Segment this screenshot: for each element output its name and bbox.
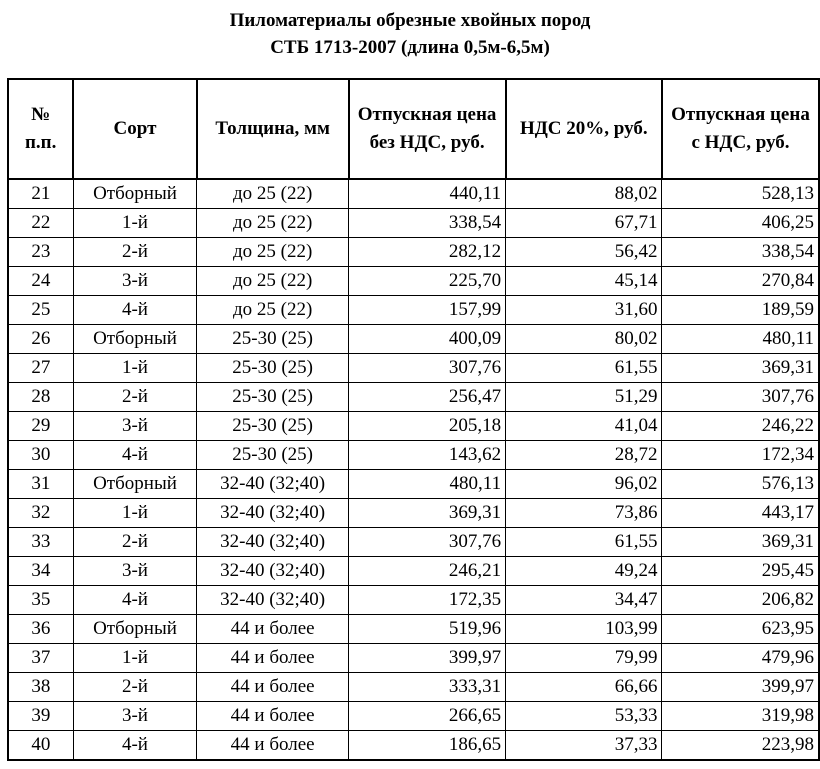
table-row [8,238,819,267]
cell-thickness: 32-40 (32;40) [197,528,349,557]
table-row [8,528,819,557]
cell-grade: 1-й [73,354,196,383]
cell-number: 27 [8,354,73,383]
header-grade: Сорт [73,79,196,179]
header-thickness: Толщина, мм [197,79,349,179]
cell-price-without-vat: 266,65 [349,702,506,731]
cell-thickness: до 25 (22) [197,296,349,325]
cell-grade: Отборный [73,325,196,354]
cell-price-without-vat: 143,62 [349,441,506,470]
cell-price-with-vat: 270,84 [662,267,819,296]
cell-price-with-vat: 172,34 [662,441,819,470]
cell-price-without-vat: 172,35 [349,586,506,615]
cell-grade: 4-й [73,441,196,470]
cell-vat: 31,60 [506,296,662,325]
cell-number: 31 [8,470,73,499]
cell-price-without-vat: 307,76 [349,528,506,557]
cell-price-with-vat: 576,13 [662,470,819,499]
cell-grade: Отборный [73,615,196,644]
price-table [7,78,820,761]
cell-number: 34 [8,557,73,586]
cell-grade: 4-й [73,731,196,761]
cell-price-without-vat: 307,76 [349,354,506,383]
cell-thickness: 25-30 (25) [197,354,349,383]
cell-number: 33 [8,528,73,557]
cell-number: 21 [8,179,73,209]
table-row [8,644,819,673]
cell-vat: 73,86 [506,499,662,528]
cell-thickness: 32-40 (32;40) [197,557,349,586]
cell-thickness: 32-40 (32;40) [197,499,349,528]
table-row [8,615,819,644]
cell-price-with-vat: 246,22 [662,412,819,441]
cell-vat: 37,33 [506,731,662,761]
cell-thickness: 32-40 (32;40) [197,586,349,615]
cell-number: 38 [8,673,73,702]
cell-grade: 2-й [73,383,196,412]
cell-grade: 1-й [73,499,196,528]
cell-grade: 4-й [73,586,196,615]
cell-grade: 2-й [73,673,196,702]
cell-vat: 45,14 [506,267,662,296]
table-row [8,354,819,383]
cell-price-with-vat: 223,98 [662,731,819,761]
cell-vat: 41,04 [506,412,662,441]
cell-thickness: до 25 (22) [197,179,349,209]
cell-price-without-vat: 480,11 [349,470,506,499]
cell-thickness: 25-30 (25) [197,383,349,412]
table-body [8,179,819,760]
header-price-with-vat: Отпускная цена с НДС, руб. [662,79,819,179]
header-number: № п.п. [8,79,73,179]
cell-vat: 53,33 [506,702,662,731]
cell-price-with-vat: 443,17 [662,499,819,528]
table-row [8,731,819,761]
cell-price-with-vat: 528,13 [662,179,819,209]
table-row [8,383,819,412]
cell-number: 30 [8,441,73,470]
cell-price-with-vat: 338,54 [662,238,819,267]
cell-number: 23 [8,238,73,267]
cell-price-without-vat: 246,21 [349,557,506,586]
cell-grade: 1-й [73,644,196,673]
cell-grade: 4-й [73,296,196,325]
table-row [8,586,819,615]
cell-vat: 96,02 [506,470,662,499]
cell-vat: 61,55 [506,528,662,557]
cell-grade: Отборный [73,470,196,499]
cell-price-without-vat: 333,31 [349,673,506,702]
cell-vat: 61,55 [506,354,662,383]
table-row [8,296,819,325]
cell-price-without-vat: 256,47 [349,383,506,412]
table-row [8,267,819,296]
header-row [8,79,819,179]
cell-price-without-vat: 440,11 [349,179,506,209]
cell-price-without-vat: 282,12 [349,238,506,267]
cell-number: 37 [8,644,73,673]
cell-price-with-vat: 189,59 [662,296,819,325]
cell-vat: 56,42 [506,238,662,267]
cell-thickness: до 25 (22) [197,267,349,296]
cell-number: 36 [8,615,73,644]
cell-number: 24 [8,267,73,296]
table-row [8,470,819,499]
cell-thickness: 32-40 (32;40) [197,470,349,499]
cell-vat: 34,47 [506,586,662,615]
cell-price-with-vat: 295,45 [662,557,819,586]
cell-thickness: 25-30 (25) [197,325,349,354]
cell-price-with-vat: 399,97 [662,673,819,702]
table-row [8,412,819,441]
cell-number: 25 [8,296,73,325]
cell-thickness: до 25 (22) [197,209,349,238]
cell-number: 35 [8,586,73,615]
cell-grade: Отборный [73,179,196,209]
cell-number: 29 [8,412,73,441]
header-vat: НДС 20%, руб. [506,79,662,179]
cell-thickness: 25-30 (25) [197,441,349,470]
cell-price-without-vat: 399,97 [349,644,506,673]
cell-price-with-vat: 369,31 [662,354,819,383]
cell-thickness: 44 и более [197,731,349,761]
cell-vat: 49,24 [506,557,662,586]
cell-number: 26 [8,325,73,354]
cell-grade: 2-й [73,528,196,557]
cell-price-with-vat: 369,31 [662,528,819,557]
cell-price-without-vat: 369,31 [349,499,506,528]
cell-vat: 80,02 [506,325,662,354]
cell-vat: 66,66 [506,673,662,702]
cell-price-without-vat: 519,96 [349,615,506,644]
cell-grade: 3-й [73,412,196,441]
table-row [8,557,819,586]
cell-grade: 2-й [73,238,196,267]
cell-thickness: 44 и более [197,702,349,731]
cell-grade: 3-й [73,702,196,731]
cell-vat: 51,29 [506,383,662,412]
document-title: Пиломатериалы обрезные хвойных пород [229,10,591,31]
cell-grade: 1-й [73,209,196,238]
cell-price-with-vat: 480,11 [662,325,819,354]
table-row [8,441,819,470]
cell-thickness: 44 и более [197,644,349,673]
cell-vat: 88,02 [506,179,662,209]
cell-price-with-vat: 319,98 [662,702,819,731]
cell-vat: 67,71 [506,209,662,238]
cell-price-without-vat: 186,65 [349,731,506,761]
table-row [8,673,819,702]
cell-price-without-vat: 157,99 [349,296,506,325]
table-row [8,325,819,354]
cell-price-without-vat: 225,70 [349,267,506,296]
cell-number: 22 [8,209,73,238]
cell-price-with-vat: 623,95 [662,615,819,644]
cell-number: 39 [8,702,73,731]
cell-number: 28 [8,383,73,412]
cell-price-with-vat: 307,76 [662,383,819,412]
cell-price-without-vat: 400,09 [349,325,506,354]
header-price-without-vat: Отпускная цена без НДС, руб. [349,79,506,179]
table-row [8,179,819,209]
cell-grade: 3-й [73,557,196,586]
cell-number: 32 [8,499,73,528]
table-row [8,209,819,238]
table-row [8,702,819,731]
cell-number: 40 [8,731,73,761]
cell-grade: 3-й [73,267,196,296]
cell-thickness: 44 и более [197,615,349,644]
cell-vat: 103,99 [506,615,662,644]
table-row [8,499,819,528]
cell-thickness: 44 и более [197,673,349,702]
table-header [8,79,819,179]
cell-price-with-vat: 206,82 [662,586,819,615]
cell-price-without-vat: 205,18 [349,412,506,441]
cell-price-with-vat: 479,96 [662,644,819,673]
document-subtitle: СТБ 1713-2007 (длина 0,5м-6,5м) [270,37,550,58]
cell-thickness: до 25 (22) [197,238,349,267]
cell-vat: 79,99 [506,644,662,673]
cell-vat: 28,72 [506,441,662,470]
cell-price-without-vat: 338,54 [349,209,506,238]
cell-price-with-vat: 406,25 [662,209,819,238]
cell-thickness: 25-30 (25) [197,412,349,441]
